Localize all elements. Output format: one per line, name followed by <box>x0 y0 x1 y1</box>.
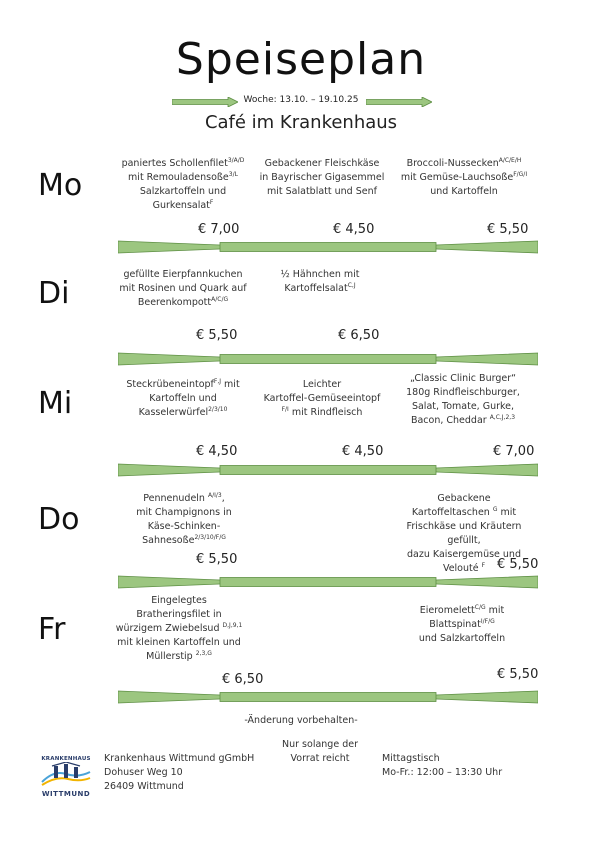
day-label-di: Di <box>38 276 70 311</box>
change-notice: -Änderung vorbehalten- <box>244 715 358 726</box>
meal-fr-1: Eingelegtes Bratheringsfilet in würzigem Zwiebelsud $^{D,J,9,1}$ mit kleinen Kartoffeln und Müllerstip $^{2,3,G}$ <box>115 595 243 662</box>
logo-top-text: KRANKENHAUS <box>41 756 91 762</box>
divider-ribbon <box>118 240 538 254</box>
day-label-mo: Mo <box>38 168 83 203</box>
day-label-fr: Fr <box>38 612 66 647</box>
address-line: Dohuser Weg 10 <box>104 767 183 778</box>
meal-mo-1: paniertes Schollenfilet$^{3/A/D}$ mit Remouladensoße$^{3/L}$ Salzkartoffeln und Gurkensalat$^F$ <box>121 156 245 211</box>
hospital-logo-icon <box>40 762 92 786</box>
price-do-1: € 5,50 <box>196 552 238 567</box>
arrow-right-icon <box>366 97 432 107</box>
price-mo-1: € 7,00 <box>198 222 240 237</box>
logo-bottom-text: WITTMUND <box>41 790 91 798</box>
meal-di-2: ½ Hähnchen mit Kartoffelsalat$^{C,J}$ <box>280 269 360 294</box>
price-di-2: € 6,50 <box>338 328 380 343</box>
meal-do-1: Pennenudeln $^{A/I/3}$, mit Champignons in Käse-Schinken- Sahnesoße$^{2/3/10/F/G}$ <box>136 491 232 546</box>
price-mi-2: € 4,50 <box>342 444 384 459</box>
address-line: Krankenhaus Wittmund gGmbH <box>104 753 255 764</box>
lunch-label: Mittagstisch <box>382 753 440 764</box>
meal-mi-1: Steckrübeneintopf$^{F,J}$ mit Kartoffeln und Kasselerwürfel$^{2/3/10}$ <box>126 377 240 418</box>
hospital-logo <box>40 756 92 798</box>
price-di-1: € 5,50 <box>196 328 238 343</box>
page-title: Speiseplan <box>175 34 427 85</box>
divider-ribbon <box>118 575 538 589</box>
day-label-do: Do <box>38 502 80 537</box>
day-label-mi: Mi <box>38 386 73 421</box>
meal-mi-2: Leichter Kartoffel-Gemüseeintopf $^{F/I}$ mit Rindfleisch <box>263 379 381 418</box>
price-mi-1: € 4,50 <box>196 444 238 459</box>
meal-mo-2: Gebackener Fleischkäse in Bayrischer Gigasemmel mit Salatblatt und Senf <box>259 158 385 197</box>
divider-ribbon <box>118 463 538 477</box>
meal-fr-2: Eieromelett$^{C/G}$ mit Blattspinat$^{I/F/G}$ und Salzkartoffeln <box>418 603 506 644</box>
address-line: 26409 Wittmund <box>104 781 184 792</box>
week-range: Woche: 13.10. – 19.10.25 <box>243 95 359 105</box>
price-mi-3: € 7,00 <box>493 444 535 459</box>
meal-mo-3: Broccoli-Nussecken$^{A/C/E/H}$ mit Gemüse-Lauchsoße$^{F/G/I}$ und Kartoffeln <box>400 156 528 197</box>
lunch-hours: Mo-Fr.: 12:00 – 13:30 Uhr <box>382 767 503 778</box>
divider-ribbon <box>118 690 538 704</box>
cafe-name: Café im Krankenhaus <box>204 112 398 133</box>
lunch-block <box>382 752 502 780</box>
arrow-right-icon <box>172 97 238 107</box>
meal-mi-3: „Classic Clinic Burger“ 180g Rindfleischburger, Salat, Tomate, Gurke, Bacon, Cheddar $^{A,C,J,2,3}$ <box>406 373 520 426</box>
price-fr-2: € 5,50 <box>497 667 539 682</box>
divider-ribbon <box>118 352 538 366</box>
meal-do-2: Gebackene Kartoffeltaschen $^G$ mit Frischkäse und Kräutern gefüllt, dazu Kaisergemüse und Velouté $^F$ <box>406 493 522 574</box>
availability-notice: Nur solange der Vorrat reicht <box>282 739 358 764</box>
address-block <box>104 752 254 794</box>
price-mo-2: € 4,50 <box>333 222 375 237</box>
price-do-2: € 5,50 <box>497 557 539 572</box>
price-mo-3: € 5,50 <box>487 222 529 237</box>
price-fr-1: € 6,50 <box>222 672 264 687</box>
meal-di-1: gefüllte Eierpfannkuchen mit Rosinen und Quark auf Beerenkompott$^{A/C/G}$ <box>119 269 247 308</box>
